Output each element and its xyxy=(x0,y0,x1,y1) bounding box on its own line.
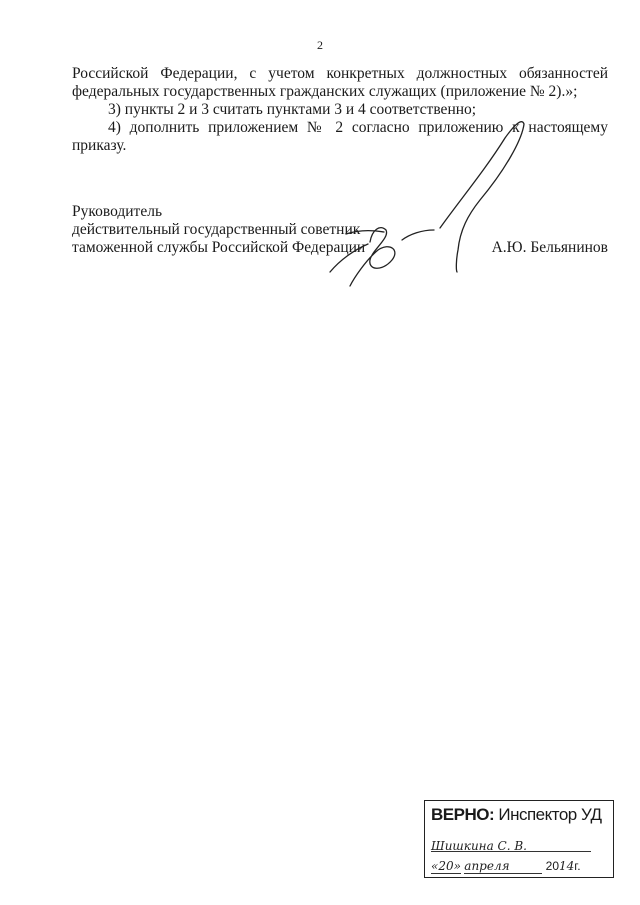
stamp-position: Инспектор xyxy=(498,805,577,824)
paragraph-item-3: 3) пункты 2 и 3 считать пунктами 3 и 4 соответственно; xyxy=(108,101,477,118)
signer-title-line-3: таможенной службы Российской Федерации xyxy=(72,239,366,256)
paragraph-continuation: Российской Федерации, с учетом конкретных должностных обязанностей федеральных государственных гражданских служащих (приложение № 2).»; xyxy=(72,65,608,100)
stamp-year-suffix: г. xyxy=(574,859,581,873)
page-number: 2 xyxy=(317,38,323,52)
paragraph-item-4: 4) дополнить приложением № 2 согласно приложению к настоящему приказу. xyxy=(72,119,608,154)
stamp-date-day: «20» xyxy=(431,859,461,873)
handwritten-signature xyxy=(310,110,540,300)
signer-title-line-1: Руководитель xyxy=(72,203,163,220)
stamp-handwritten-name: Шишкина С. В. xyxy=(431,839,527,853)
stamp-name-line xyxy=(431,837,591,852)
certification-stamp xyxy=(424,800,614,878)
stamp-department: УД xyxy=(581,805,602,824)
signer-name: А.Ю. Бельянинов xyxy=(491,239,608,256)
stamp-date-line xyxy=(431,859,607,874)
stamp-date-month: апреля xyxy=(464,859,542,874)
stamp-year-prefix: 20 xyxy=(545,859,559,873)
stamp-year-handwritten: 14 xyxy=(559,859,575,873)
stamp-verno: ВЕРНО: xyxy=(431,805,495,824)
signer-title-line-2: действительный государственный советник xyxy=(72,221,361,238)
stamp-header xyxy=(431,805,602,825)
